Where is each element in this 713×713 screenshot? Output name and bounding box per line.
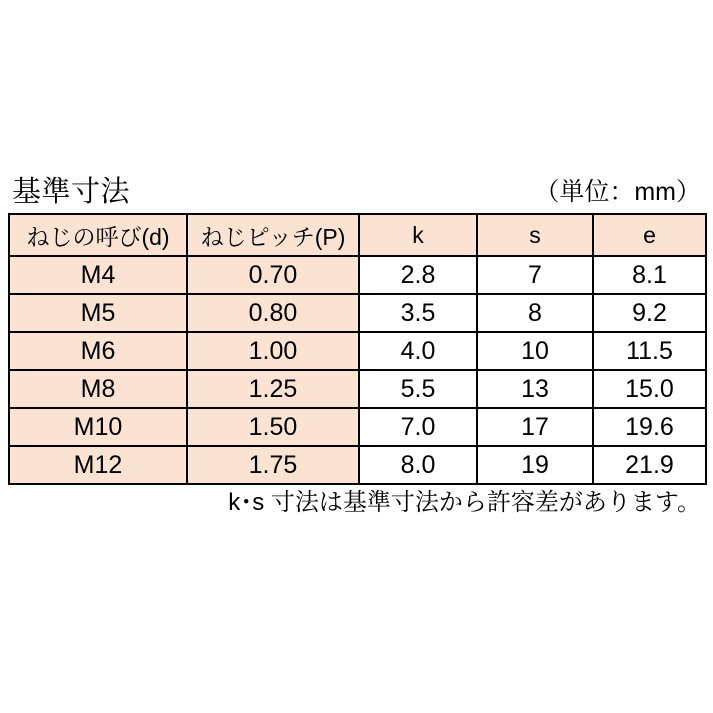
table-caption: 基準寸法: [12, 176, 131, 208]
column-header-thread-size: ねじの呼び(d): [9, 214, 187, 256]
cell-e: 8.1: [593, 256, 706, 294]
cell-s: 19: [477, 446, 593, 484]
cell-thread-pitch: 1.75: [187, 446, 359, 484]
cell-k: 4.0: [359, 332, 477, 370]
cell-thread-size: M4: [9, 256, 187, 294]
cell-k: 7.0: [359, 408, 477, 446]
spec-table-block: [8, 178, 705, 518]
cell-s: 10: [477, 332, 593, 370]
cell-k: 3.5: [359, 294, 477, 332]
column-header-k: k: [359, 214, 477, 256]
table-row: [9, 294, 706, 332]
table-row: [9, 332, 706, 370]
spec-table: [8, 213, 707, 485]
cell-thread-size: M5: [9, 294, 187, 332]
column-header-e: e: [593, 214, 706, 256]
cell-e: 15.0: [593, 370, 706, 408]
cell-s: 7: [477, 256, 593, 294]
cell-thread-pitch: 0.70: [187, 256, 359, 294]
cell-thread-size: M10: [9, 408, 187, 446]
table-row: [9, 446, 706, 484]
table-unit-note: （単位：mm）: [534, 178, 701, 206]
cell-thread-pitch: 0.80: [187, 294, 359, 332]
cell-thread-size: M12: [9, 446, 187, 484]
table-header-row: [9, 214, 706, 256]
cell-thread-size: M6: [9, 332, 187, 370]
table-row: [9, 408, 706, 446]
column-header-s: s: [477, 214, 593, 256]
table-caption-row: [8, 178, 705, 213]
column-header-thread-pitch: ねじピッチ(P): [187, 214, 359, 256]
cell-thread-pitch: 1.50: [187, 408, 359, 446]
table-row: [9, 256, 706, 294]
cell-thread-size: M8: [9, 370, 187, 408]
cell-thread-pitch: 1.25: [187, 370, 359, 408]
cell-k: 5.5: [359, 370, 477, 408]
cell-e: 11.5: [593, 332, 706, 370]
cell-s: 17: [477, 408, 593, 446]
cell-e: 19.6: [593, 408, 706, 446]
cell-k: 8.0: [359, 446, 477, 484]
cell-e: 21.9: [593, 446, 706, 484]
cell-k: 2.8: [359, 256, 477, 294]
table-row: [9, 370, 706, 408]
cell-e: 9.2: [593, 294, 706, 332]
cell-s: 8: [477, 294, 593, 332]
table-footnote: k･s 寸法は基準寸法から許容差があります。: [228, 489, 701, 516]
cell-thread-pitch: 1.00: [187, 332, 359, 370]
cell-s: 13: [477, 370, 593, 408]
